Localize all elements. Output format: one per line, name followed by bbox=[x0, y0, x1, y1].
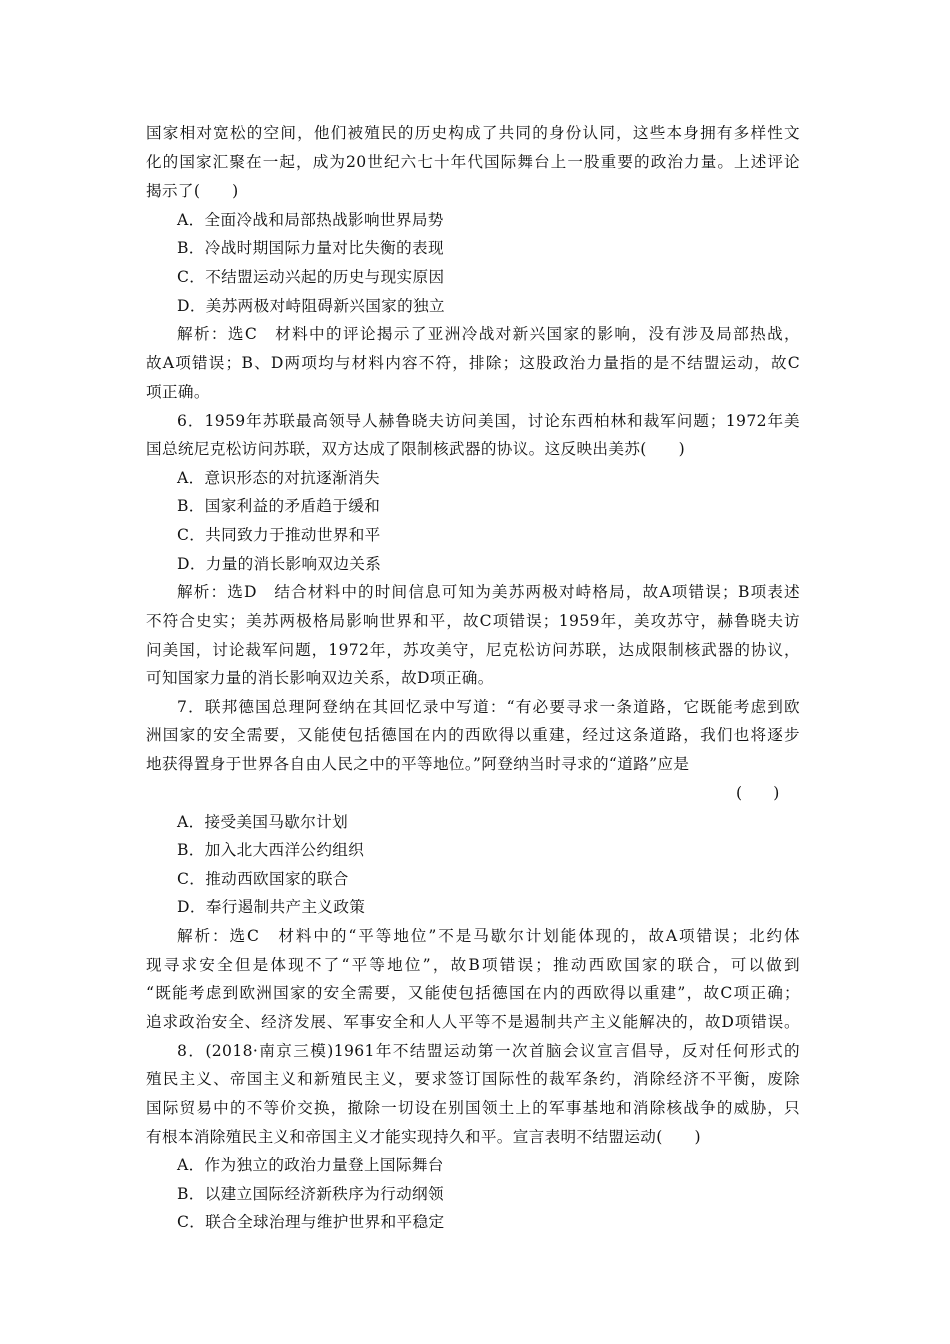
q7-analysis-line-4: 追求政治安全、经济发展、军事安全和人人平等不是遏制共产主义能解决的，故D项错误。 bbox=[146, 1013, 800, 1031]
q5-stem-line-1: 国家相对宽松的空间，他们被殖民的历史构成了共同的身份认同，这些本身拥有多样性文 bbox=[146, 124, 800, 142]
q5-stem-line-2: 化的国家汇聚在一起，成为20世纪六七十年代国际舞台上一股重要的政治力量。上述评论 bbox=[146, 153, 800, 171]
q7-analysis-line-3: “既能考虑到欧洲国家的安全需要，又能使包括德国在内的西欧得以重建”，故C项正确； bbox=[146, 984, 800, 1002]
q7-answer-paren: ( ) bbox=[736, 784, 780, 802]
q7-option-d: D．奉行遏制共产主义政策 bbox=[177, 898, 366, 916]
q6-option-c: C．共同致力于推动世界和平 bbox=[177, 526, 381, 544]
q5-analysis-line-1: 解析：选C 材料中的评论揭示了亚洲冷战对新兴国家的影响，没有涉及局部热战， bbox=[177, 325, 800, 343]
q5-option-a: A．全面冷战和局部热战影响世界局势 bbox=[177, 211, 444, 229]
q6-analysis-line-4: 可知国家力量的消长影响双边关系，故D项正确。 bbox=[146, 669, 494, 687]
q7-stem-line-1: 7．联邦德国总理阿登纳在其回忆录中写道：“有必要寻求一条道路，它既能考虑到欧 bbox=[177, 698, 800, 716]
q6-analysis-line-1: 解析：选D 结合材料中的时间信息可知为美苏两极对峙格局，故A项错误；B项表述 bbox=[177, 583, 800, 601]
q8-stem-line-1: 8．(2018·南京三模)1961年不结盟运动第一次首脑会议宣言倡导，反对任何形式的 bbox=[177, 1042, 800, 1060]
q6-option-a: A．意识形态的对抗逐渐消失 bbox=[177, 469, 380, 487]
q6-stem-line-2: 国总统尼克松访问苏联，双方达成了限制核武器的协议。这反映出美苏( ) bbox=[146, 440, 686, 458]
q7-analysis-line-1: 解析：选C 材料中的“平等地位”不是马歇尔计划能体现的，故A项错误；北约体 bbox=[177, 927, 800, 945]
q7-option-c: C．推动西欧国家的联合 bbox=[177, 870, 349, 888]
q5-analysis-line-2: 故A项错误；B、D两项均与材料内容不符，排除；这股政治力量指的是不结盟运动，故C bbox=[146, 354, 800, 372]
q8-stem-line-2: 殖民主义、帝国主义和新殖民主义，要求签订国际性的裁军条约，消除经济不平衡，废除 bbox=[146, 1070, 800, 1088]
q5-option-d: D．美苏两极对峙阻碍新兴国家的独立 bbox=[177, 297, 445, 315]
q7-option-a: A．接受美国马歇尔计划 bbox=[177, 813, 349, 831]
q6-stem-line-1: 6．1959年苏联最高领导人赫鲁晓夫访问美国，讨论东西柏林和裁军问题；1972年美 bbox=[177, 412, 800, 430]
q5-stem-line-3: 揭示了( ) bbox=[146, 182, 239, 200]
q5-option-c: C．不结盟运动兴起的历史与现实原因 bbox=[177, 268, 445, 286]
q8-option-b: B．以建立国际经济新秩序为行动纲领 bbox=[177, 1185, 444, 1203]
q7-analysis-line-2: 现寻求安全但是体现不了“平等地位”，故B项错误；推动西欧国家的联合，可以做到 bbox=[146, 956, 800, 974]
q7-stem-line-3: 地获得置身于世界各自由人民之中的平等地位。”阿登纳当时寻求的“道路”应是 bbox=[146, 755, 690, 773]
q7-option-b: B．加入北大西洋公约组织 bbox=[177, 841, 365, 859]
q6-option-b: B．国家利益的矛盾趋于缓和 bbox=[177, 497, 381, 515]
q6-option-d: D．力量的消长影响双边关系 bbox=[177, 555, 382, 573]
q8-option-a: A．作为独立的政治力量登上国际舞台 bbox=[177, 1156, 444, 1174]
q8-stem-line-3: 国际贸易中的不等价交换，撤除一切设在别国领土上的军事基地和消除核战争的威胁，只 bbox=[146, 1099, 800, 1117]
q6-analysis-line-3: 问美国，讨论裁军问题，1972年，苏攻美守，尼克松访问苏联，达成限制核武器的协议， bbox=[146, 641, 800, 659]
q8-stem-line-4: 有根本消除殖民主义和帝国主义才能实现持久和平。宣言表明不结盟运动( ) bbox=[146, 1128, 701, 1146]
q5-analysis-line-3: 项正确。 bbox=[146, 383, 210, 401]
q7-stem-line-2: 洲国家的安全需要，又能使包括德国在内的西欧得以重建，经过这条道路，我们也将逐步 bbox=[146, 726, 800, 744]
q5-option-b: B．冷战时期国际力量对比失衡的表现 bbox=[177, 239, 444, 257]
q6-analysis-line-2: 不符合史实；美苏两极格局影响世界和平，故C项错误；1959年，美攻苏守，赫鲁晓夫访 bbox=[146, 612, 800, 630]
q8-option-c: C．联合全球治理与维护世界和平稳定 bbox=[177, 1213, 445, 1231]
